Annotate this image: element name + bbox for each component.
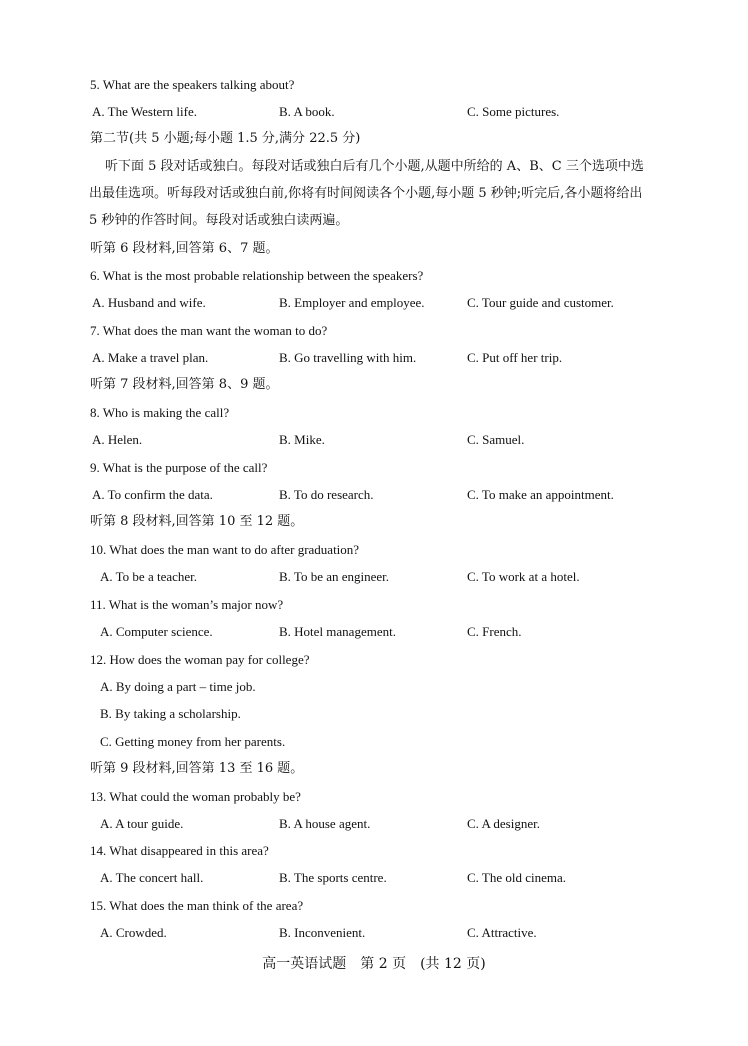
question-7-stem: 7. What does the man want the woman to do? — [90, 323, 328, 338]
question-11-option-c: C. French. — [467, 624, 522, 639]
question-9-option-a: A. To confirm the data. — [92, 487, 213, 502]
question-15-option-b: B. Inconvenient. — [279, 925, 366, 940]
group-7-heading: 听第 7 段材料,回答第 8、9 题。 — [90, 377, 279, 392]
question-12-option-c: C. Getting money from her parents. — [100, 734, 286, 749]
question-10-option-c: C. To work at a hotel. — [467, 569, 580, 584]
group-8-heading: 听第 8 段材料,回答第 10 至 12 题。 — [90, 514, 304, 529]
question-7-option-b: B. Go travelling with him. — [279, 350, 417, 365]
question-9-stem: 9. What is the purpose of the call? — [90, 460, 268, 475]
question-10-option-a: A. To be a teacher. — [100, 569, 198, 584]
question-5-stem: 5. What are the speakers talking about? — [90, 77, 295, 92]
question-12-stem: 12. How does the woman pay for college? — [90, 652, 310, 667]
section-2-instructions: 听下面 5 段对话或独白。每段对话或独白后有几个小题,从题中所给的 A、B、C 三个选项中选出最佳选项。听每段对话或独白前,你将有时间阅读各个小题,每小题 5 秒钟;听完后,各小题将给出 5 秒钟的作答时间。每段对话或独白读两遍。 — [89, 159, 644, 228]
question-13-option-a: A. A tour guide. — [100, 816, 184, 831]
question-6-option-c: C. Tour guide and customer. — [467, 295, 614, 310]
question-11-option-a: A. Computer science. — [100, 624, 213, 639]
question-8-stem: 8. Who is making the call? — [90, 405, 230, 420]
question-5-option-b: B. A book. — [279, 104, 335, 119]
group-6-heading: 听第 6 段材料,回答第 6、7 题。 — [90, 241, 279, 256]
question-15-option-c: C. Attractive. — [467, 925, 537, 940]
page-footer: 高一英语试题 第 2 页 (共 12 页) — [262, 956, 486, 972]
question-14-option-b: B. The sports centre. — [279, 870, 387, 885]
question-10-option-b: B. To be an engineer. — [279, 569, 390, 584]
question-6-option-b: B. Employer and employee. — [279, 295, 425, 310]
question-12-option-b: B. By taking a scholarship. — [100, 706, 241, 721]
question-11-stem: 11. What is the woman’s major now? — [90, 597, 284, 612]
question-6-stem: 6. What is the most probable relationship between the speakers? — [90, 268, 424, 283]
group-9-heading: 听第 9 段材料,回答第 13 至 16 题。 — [90, 761, 304, 776]
question-10-stem: 10. What does the man want to do after graduation? — [90, 542, 360, 557]
question-9-option-c: C. To make an appointment. — [467, 487, 614, 502]
question-5-option-c: C. Some pictures. — [467, 104, 560, 119]
question-7-option-c: C. Put off her trip. — [467, 350, 563, 365]
question-12-option-a: A. By doing a part – time job. — [100, 679, 256, 694]
question-14-stem: 14. What disappeared in this area? — [90, 843, 269, 858]
question-13-stem: 13. What could the woman probably be? — [90, 789, 301, 804]
question-14-option-a: A. The concert hall. — [100, 870, 204, 885]
question-7-option-a: A. Make a travel plan. — [92, 350, 209, 365]
question-13-option-c: C. A designer. — [467, 816, 540, 831]
question-13-option-b: B. A house agent. — [279, 816, 371, 831]
section-2-heading: 第二节(共 5 小题;每小题 1.5 分,满分 22.5 分) — [90, 131, 361, 146]
question-11-option-b: B. Hotel management. — [279, 624, 396, 639]
question-8-option-c: C. Samuel. — [467, 432, 525, 447]
question-9-option-b: B. To do research. — [279, 487, 374, 502]
question-5-option-a: A. The Western life. — [92, 104, 197, 119]
question-8-option-a: A. Helen. — [92, 432, 143, 447]
question-15-option-a: A. Crowded. — [100, 925, 167, 940]
question-8-option-b: B. Mike. — [279, 432, 325, 447]
question-6-option-a: A. Husband and wife. — [92, 295, 206, 310]
question-15-stem: 15. What does the man think of the area? — [90, 898, 304, 913]
question-14-option-c: C. The old cinema. — [467, 870, 567, 885]
